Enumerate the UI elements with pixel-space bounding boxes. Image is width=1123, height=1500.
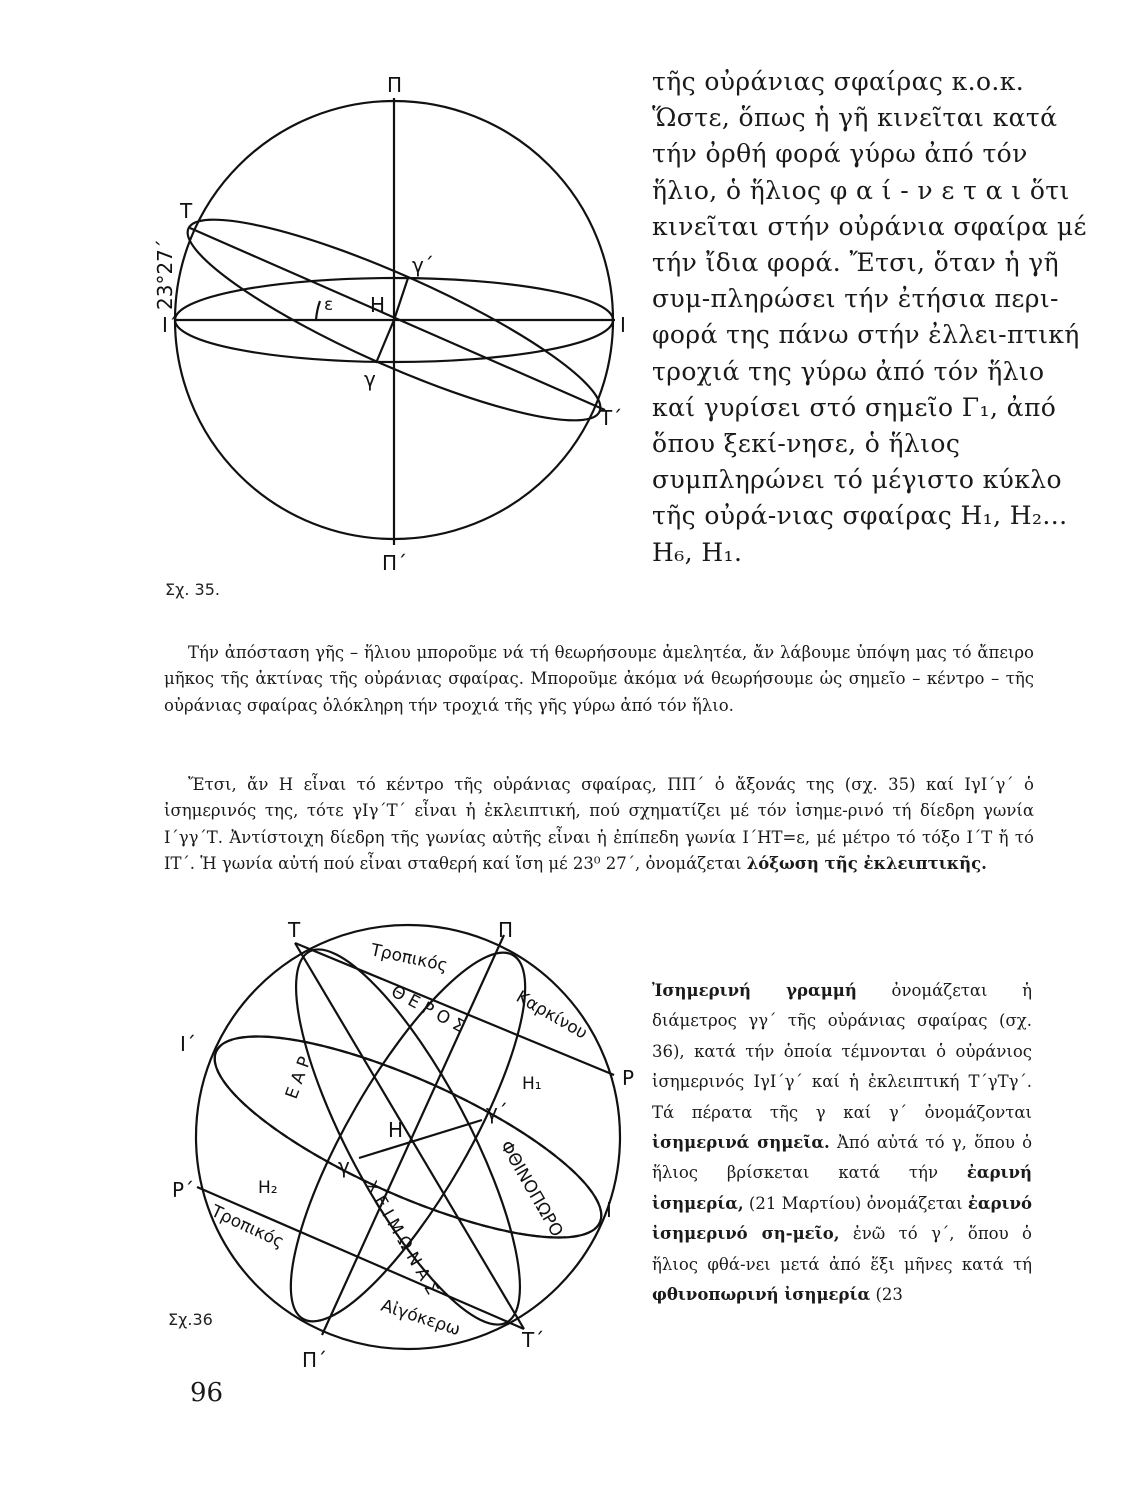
label-cheimonas: Χ Ε Ι Μ Ω Ν Α Σ <box>360 1177 442 1299</box>
term-spring-point: ἐαρινό ἰσημερινό ση-μεῖο, <box>652 1193 1032 1244</box>
term-autumn-equinox: φθινοπωρινή ἰσημερία <box>652 1285 871 1305</box>
label-rho: Ρ <box>622 1066 635 1090</box>
label-epsilon: ε <box>324 295 334 315</box>
label-gamma: γ <box>338 1154 350 1178</box>
epsilon-arc <box>316 301 320 320</box>
label-pole-bottom: Π΄ <box>382 551 408 575</box>
right-column-text-2 <box>652 976 1032 1310</box>
paragraph-obliquity-text: Ἔτσι, ἄν Η εἶναι τό κέντρο τῆς οὐράνιας σφαίρας, ΠΠ΄ ὁ ἄξονάς της (σχ. 35) καί ΙγΙ΄γ΄ ὁ ἰσημερινός της, τότε γΙγ΄Τ΄ εἶναι ἡ ἐκλειπτική, πού σχηματίζει μέ τόν ἰσημε-ρινό τή δίεδρη γωνία Ι΄γγ΄Τ. Ἀντίστοιχη δίεδρη τῆς γωνίας αὐτῆς εἶναι ἡ ἐπίπεδη γωνία Ι΄ΗΤ=ε, μέ μέτρο τό τόξο Ι΄Τ ἤ τό ΙΤ΄. Ἡ γωνία αὐτή πού εἶναι σταθερή καί ἴση μέ 23⁰ 27΄, ὀνομάζεται <box>164 775 1034 873</box>
label-i-right: Ι <box>620 313 626 337</box>
term-spring-equinox: ἐαρινή ἰσημερία, <box>652 1163 1032 1213</box>
label-center: Η <box>370 293 386 317</box>
label-i-prime: Ι΄ <box>180 1032 196 1056</box>
label-t-top: Τ <box>180 199 193 223</box>
label-t-prime: Τ΄ <box>522 1328 545 1352</box>
figure-35 <box>150 70 650 590</box>
label-aigokerou: Αἰγόκερω <box>378 1295 463 1341</box>
label-angle: 23°27΄ <box>153 239 177 310</box>
label-gamma-prime: γ΄ <box>486 1100 508 1124</box>
label-t: Τ <box>288 918 301 942</box>
paragraph-distance: Τήν ἀπόσταση γῆς – ἥλιου μποροῦμε νά τή θεωρήσουμε ἀμελητέα, ἄν λάβουμε ὑπόψη μας τό ἄπειρο μῆκος τῆς ἀκτίνας τῆς οὐράνιας σφαίρας. Μποροῦμε ἀκόμα νά θεωρήσουμε ὡς σημεῖο – κέντρο – τῆς οὐράνιας σφαίρας ὁλόκληρη τήν τροχιά τῆς γῆς γύρω ἀπό τόν ἥλιο. <box>164 643 1034 715</box>
label-ear: Ε Α Ρ <box>281 1054 316 1102</box>
label-tropikos-bottom: Τροπικός <box>207 1201 288 1253</box>
figure-35-caption: Σχ. 35. <box>165 580 220 599</box>
body-paragraph-2 <box>164 772 1034 877</box>
label-karkinou: Καρκίνου <box>512 987 591 1044</box>
term-equinox-points: ἰσημερινά σημεῖα. <box>652 1133 830 1153</box>
label-fthinoporo: ΦΘΙΝΟΠΩΡΟ <box>495 1137 567 1241</box>
right-column-paragraph: τῆς οὐράνιας σφαίρας κ.ο.κ. Ὥστε, ὅπως ἡ γῆ κινεῖται κατά τήν ὀρθή φορά γύρω ἀπό τόν ἥλιο, ὁ ἥλιος φ α ί - ν ε τ α ι ὅτι κινεῖται στήν οὐράνια σφαίρα μέ τήν ἴδια φορά. Ἔτσι, ὅταν ἡ γῆ συμ-πληρώσει τήν ἐτήσια περι-φορά της πάνω στήν ἐλλει-πτική τροχιά της γύρω ἀπό τόν ἥλιο καί γυρίσει στό σημεῖο Γ₁, ἀπό ὅπου ξεκί-νησε, ὁ ἥλιος συμπληρώνει τό μέγιστο κύκλο τῆς οὐρά-νιας σφαίρας Η₁, Η₂... Η₆, Η₁. <box>652 67 1087 567</box>
text-5: (23 <box>870 1285 903 1305</box>
line-rhop-tprime <box>197 1187 524 1329</box>
paragraph-obliquity <box>164 772 1034 877</box>
label-h: Η <box>388 1118 404 1142</box>
figure-36 <box>160 915 650 1375</box>
right-column-text <box>652 64 1092 571</box>
text-1: ὀνομάζεται ἡ διάμετρος γγ΄ τῆς οὐράνιας σφαίρας (σχ. 36), κατά τήν ὁποία τέμνονται ὁ οὐράνιος ἰσημερινός ΙγΙ΄γ΄ καί ἡ ἐκλειπτική Τ΄γΤγ΄. Τά πέρατα τῆς γ καί γ΄ ὀνομάζονται <box>652 981 1033 1122</box>
text-3: (21 Μαρτίου) ὀνομάζεται <box>743 1193 968 1213</box>
paragraph-equinox <box>652 976 1032 1310</box>
line-gamma-gammaprime <box>359 1120 482 1158</box>
label-rho-prime: Ρ΄ <box>172 1178 195 1202</box>
label-gamma: γ <box>364 367 376 391</box>
text-2: Ἀπό αὐτά τό γ, ὅπου ὁ ἥλιος βρίσκεται κατά τήν <box>652 1133 1033 1183</box>
label-t-bottom: Τ΄ <box>600 406 623 430</box>
label-theros: Θ Ε Ρ Ο Σ <box>387 981 468 1038</box>
gamma-prime-line <box>394 278 408 320</box>
gamma-line <box>376 320 394 363</box>
term-equinox-line: Ἰσημερινή γραμμή <box>652 981 857 1000</box>
body-paragraph-1 <box>164 640 1034 719</box>
label-gamma-prime: γ΄ <box>412 253 434 277</box>
page-number: 96 <box>190 1378 224 1408</box>
text-4: ἐνῶ τό γ΄, ὅπου ὁ ἥλιος φθά-νει μετά ἀπό ἕξι μῆνες κατά τή <box>652 1224 1032 1274</box>
label-pole-top: Π <box>387 73 403 97</box>
label-tropikos-top: Τροπικός <box>368 940 450 977</box>
figure-36-caption: Σχ.36 <box>168 1310 213 1329</box>
line-t-rho <box>295 943 614 1075</box>
figure-35-drawing <box>150 70 650 590</box>
label-h2: Η₂ <box>258 1178 278 1198</box>
label-i: Ι <box>606 1198 612 1222</box>
figure-36-drawing <box>160 915 650 1375</box>
label-p: Π <box>498 918 514 942</box>
label-p-prime: Π΄ <box>302 1348 328 1372</box>
term-obliquity: λόξωση τῆς ἐκλειπτικῆς. <box>746 853 987 873</box>
label-h1: Η₁ <box>522 1074 542 1094</box>
label-i-left: Ι΄ <box>162 313 178 337</box>
